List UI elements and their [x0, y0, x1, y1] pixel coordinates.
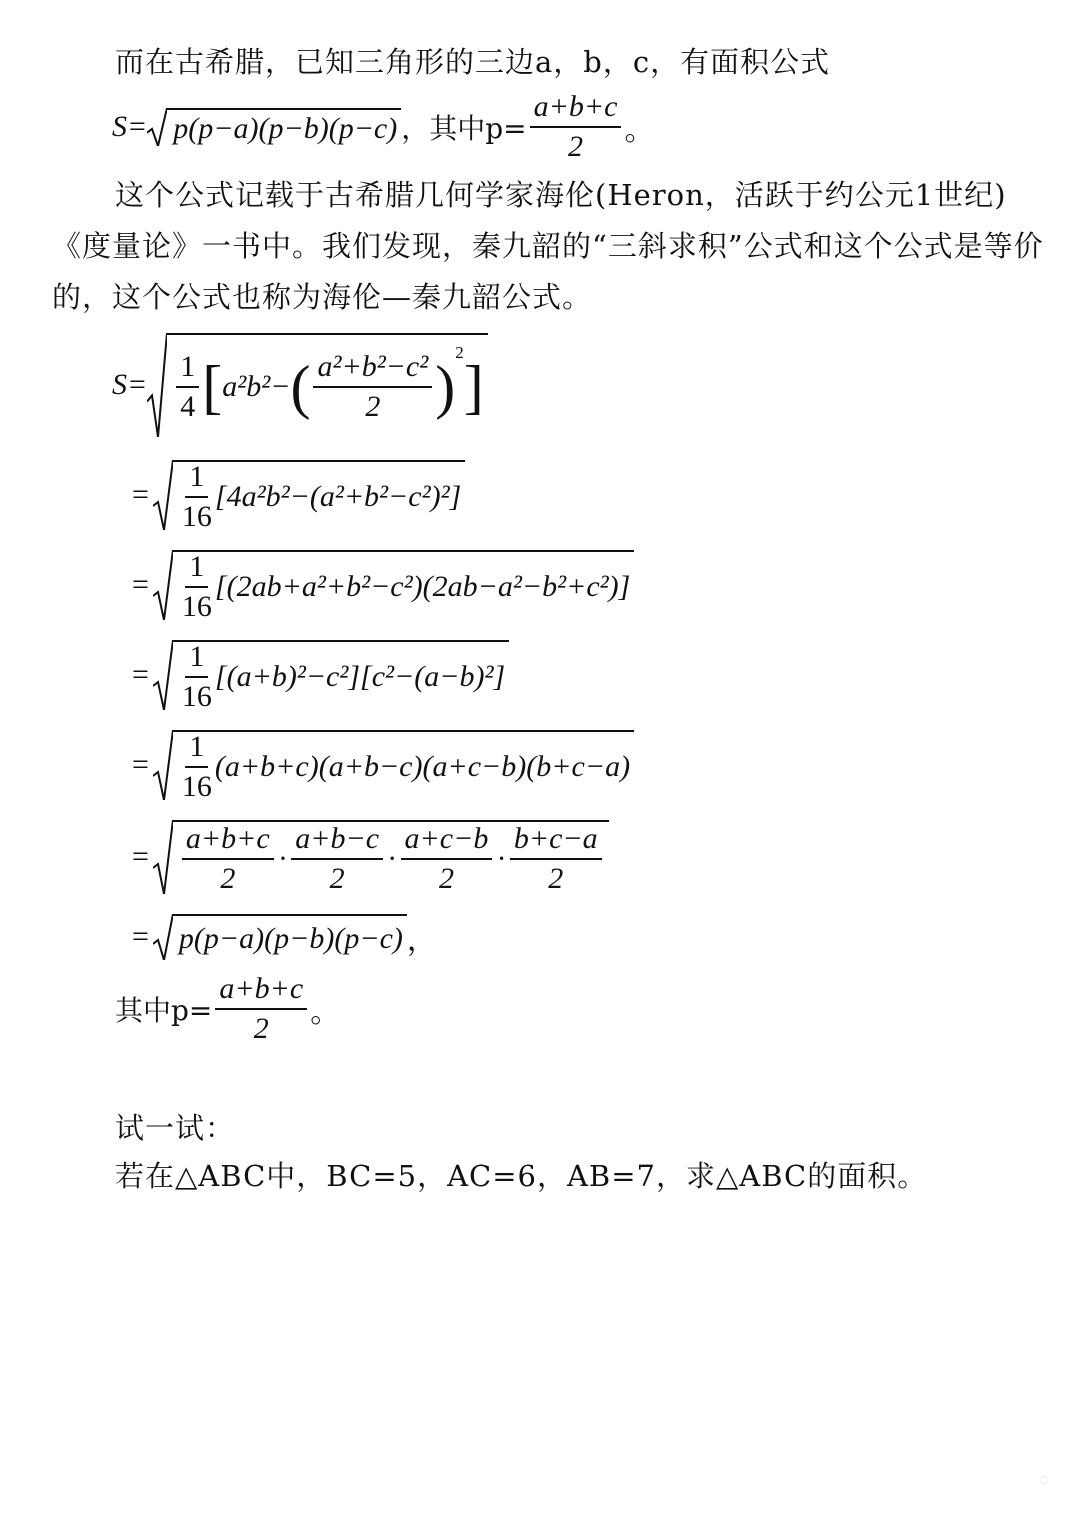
sixteenth-fraction — [182, 460, 212, 534]
derivation-step-4 — [132, 638, 509, 712]
half-fraction-1 — [182, 822, 274, 896]
step4-radical — [153, 640, 509, 713]
multiply-dot: · — [388, 842, 396, 875]
quarter-denominator: 4 — [180, 390, 196, 423]
open-bracket: [ — [202, 354, 223, 420]
step7-equals: = — [132, 920, 149, 953]
sixteenth-numerator: 1 — [185, 550, 208, 588]
derivation-step-1 — [112, 330, 488, 440]
step1-inner-denominator: 2 — [365, 390, 381, 423]
step2-radical — [153, 460, 465, 533]
step7-radical — [153, 914, 407, 960]
sixteenth-fraction — [182, 640, 212, 714]
step3-equals: = — [132, 568, 149, 601]
exercise-title: 试一试： — [115, 1111, 236, 1145]
heron-history-line-2: 《度量论》一书中。我们发现，秦九韶的“三斜求积”公式和这个公式是等价 — [52, 229, 1044, 263]
radical-sign-icon — [153, 914, 173, 960]
fraction-denominator: 2 — [329, 862, 345, 895]
step3-radicand — [173, 550, 634, 623]
sixteenth-numerator: 1 — [185, 730, 208, 768]
step4-body: [(a+b)²−c²][c²−(a−b)²] — [214, 660, 506, 693]
step7-end: ， — [406, 924, 437, 957]
p-definition-end: 。 — [310, 996, 341, 1029]
step3-radical — [153, 550, 634, 623]
step4-equals: = — [132, 658, 149, 691]
derivation-step-2 — [132, 458, 465, 532]
step6-radicand — [173, 820, 609, 894]
heron-formula — [112, 92, 654, 162]
step1-exponent: 2 — [455, 343, 464, 362]
heron-intro-line: 而在古希腊，已知三角形的三边a，b，c，有面积公式 — [115, 45, 831, 79]
heron-history-line-3: 的，这个公式也称为海伦—秦九韶公式。 — [52, 280, 593, 314]
sixteenth-denominator: 16 — [181, 770, 212, 803]
derivation-step-3 — [132, 548, 634, 622]
sixteenth-denominator: 16 — [181, 590, 212, 623]
sixteenth-numerator: 1 — [185, 460, 208, 498]
p-definition-numerator: a+b+c — [215, 972, 307, 1010]
fraction-denominator: 2 — [438, 862, 454, 895]
radical-sign-icon — [153, 640, 173, 710]
heron-history-line-1: 这个公式记载于古希腊几何学家海伦(Heron，活跃于约公元1世纪) — [115, 178, 1007, 212]
step2-body: [4a²b²−(a²+b²−c²)²] — [214, 480, 462, 513]
p-fraction-numerator: a+b+c — [530, 90, 622, 128]
multiply-dot: · — [278, 842, 287, 875]
step1-inner-numerator: a²+b²−c² — [313, 350, 432, 388]
p-definition — [115, 972, 340, 1046]
p-definition-denominator: 2 — [253, 1012, 269, 1045]
fraction-numerator: a+b−c — [291, 822, 383, 860]
page-corner-mark-icon — [1038, 1474, 1050, 1486]
exercise-question: 若在△ABC中，BC=5，AC=6，AB=7，求△ABC的面积。 — [115, 1159, 928, 1193]
step3-body: [(2ab+a²+b²−c²)(2ab−a²−b²+c²)] — [214, 570, 631, 603]
fraction-denominator: 2 — [220, 862, 236, 895]
radical-sign-icon — [153, 820, 173, 894]
step1-radicand — [167, 333, 487, 437]
step5-equals: = — [132, 748, 149, 781]
half-fraction-4 — [510, 822, 602, 896]
step6-radical — [153, 820, 609, 894]
step1-inner-fraction — [313, 350, 432, 424]
formula-radical — [147, 108, 401, 146]
open-paren: ( — [290, 354, 311, 420]
radical-sign-icon — [153, 460, 173, 530]
fraction-numerator: a+c−b — [401, 822, 493, 860]
formula-s-prefix: S= — [112, 110, 148, 143]
half-fraction-2 — [291, 822, 383, 896]
half-fraction-3 — [401, 822, 493, 896]
radical-sign-icon — [147, 333, 167, 437]
p-definition-prefix: 其中p= — [115, 994, 213, 1027]
multiply-dot: · — [497, 842, 505, 875]
step5-body: (a+b+c)(a+b−c)(a+c−b)(b+c−a) — [214, 750, 631, 783]
quarter-fraction — [176, 350, 199, 424]
step1-radical — [147, 333, 487, 437]
radical-sign-icon — [147, 108, 167, 146]
step7-radicand: p(p−a)(p−b)(p−c) — [173, 914, 407, 960]
sixteenth-fraction — [182, 550, 212, 624]
p-fraction — [530, 90, 622, 164]
step5-radical — [153, 730, 634, 803]
p-definition-fraction — [215, 972, 307, 1046]
close-bracket: ] — [463, 354, 484, 420]
formula-mid-text: ，其中p= — [401, 112, 527, 145]
quarter-numerator: 1 — [176, 350, 199, 388]
derivation-step-7 — [132, 912, 437, 962]
derivation-step-5 — [132, 728, 634, 802]
sixteenth-denominator: 16 — [181, 500, 212, 533]
step1-s-prefix: S= — [112, 368, 148, 401]
step4-radicand — [173, 640, 509, 713]
step5-radicand — [173, 730, 634, 803]
formula-radicand: p(p−a)(p−b)(p−c) — [167, 108, 401, 146]
step6-equals: = — [132, 840, 149, 873]
radical-sign-icon — [153, 550, 173, 620]
formula-end-mark: 。 — [624, 114, 655, 147]
step2-radicand — [173, 460, 465, 533]
p-fraction-denominator: 2 — [568, 130, 584, 163]
sixteenth-denominator: 16 — [181, 680, 212, 713]
radical-sign-icon — [153, 730, 173, 800]
fraction-denominator: 2 — [548, 862, 564, 895]
fraction-numerator: b+c−a — [510, 822, 602, 860]
derivation-step-6 — [132, 818, 609, 896]
sixteenth-fraction — [182, 730, 212, 804]
close-paren: ) — [435, 354, 456, 420]
sixteenth-numerator: 1 — [185, 640, 208, 678]
fraction-numerator: a+b+c — [182, 822, 274, 860]
step1-head-term: a²b²− — [222, 370, 291, 403]
step2-equals: = — [132, 478, 149, 511]
